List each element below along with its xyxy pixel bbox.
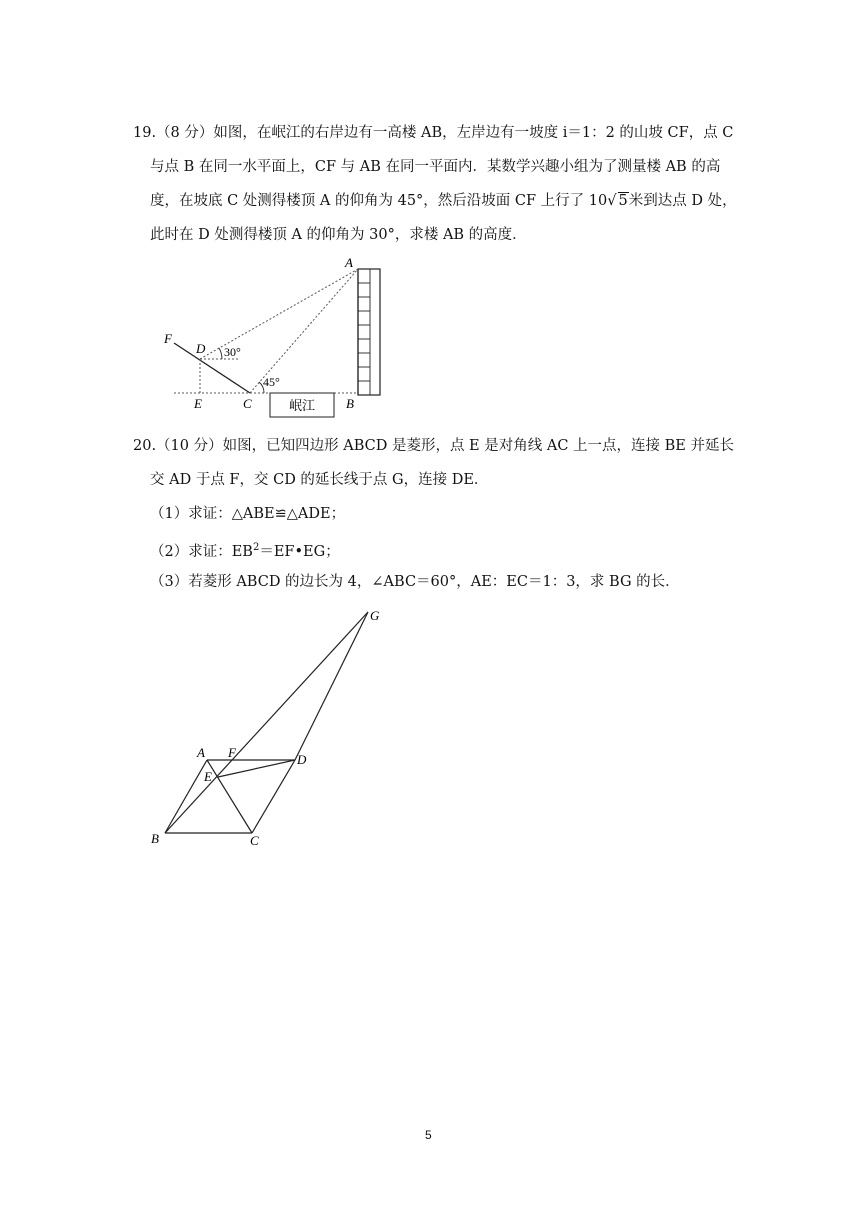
label-f: F [228, 745, 236, 760]
superscript-2: 2 [252, 542, 260, 553]
sqrt-symbol: √ 5 [607, 193, 628, 209]
label-d: D [297, 752, 307, 767]
angle-arc-d [219, 348, 222, 359]
q19-line-1: 19.（8 分）如图，在岷江的右岸边有一高楼 AB，左岸边有一坡度 i＝1：2 的山坡 CF，点 C [133, 125, 734, 141]
building-ab [358, 269, 380, 395]
q19-line-4: 此时在 D 处测得楼顶 A 的仰角为 30°，求楼 AB 的高度． [150, 227, 527, 243]
q20-figure [140, 600, 400, 855]
label-a: A [345, 255, 353, 270]
q19-line-2: 与点 B 在同一水平面上，CF 与 AB 在同一平面内．某数学兴趣小组为了测量楼 AB 的高 [150, 159, 721, 175]
q19-line-3-part-a: 度，在坡底 C 处测得楼顶 A 的仰角为 45°，然后沿坡面 CF 上行了 10 [150, 193, 608, 209]
label-e: E [194, 396, 202, 411]
q19-figure [160, 255, 400, 420]
sqrt-radicand: 5 [618, 193, 628, 209]
page-number: 5 [425, 1128, 432, 1142]
building-floors [358, 269, 370, 395]
label-g: G [370, 608, 380, 623]
q20-part-2-b: ＝EF•EG； [259, 543, 340, 560]
label-c: C [243, 396, 252, 411]
river-label: 岷江 [288, 398, 316, 413]
q20-line-2: 交 AD 于点 F，交 CD 的延长线于点 G，连接 DE． [150, 472, 489, 488]
label-f: F [164, 331, 172, 346]
label-e: E [204, 769, 212, 784]
segment-bg [165, 612, 368, 833]
q19-line-3 [150, 191, 737, 211]
label-a: A [197, 745, 205, 760]
angle-label-30: 30° [224, 345, 241, 359]
q19-line-3-part-c: 米到达点 D 处， [628, 193, 737, 209]
q20-line-1: 20.（10 分）如图，已知四边形 ABCD 是菱形，点 E 是对角线 AC 上一点，连接 BE 并延长 [133, 438, 734, 454]
side-cd [252, 760, 295, 833]
label-d: D [196, 341, 206, 356]
q20-part-2 [150, 538, 340, 562]
label-b: B [346, 396, 354, 411]
segment-dg [295, 612, 368, 760]
q20-part-1: （1）求证：△ABE≌△ADE； [150, 506, 346, 522]
q20-part-3: （3）若菱形 ABCD 的边长为 4，∠ABC＝60°，AE：EC＝1：3，求 BG 的长． [150, 574, 680, 590]
label-b: B [151, 831, 159, 846]
q20-part-2-a: （2）求证：EB [150, 543, 253, 560]
label-c: C [250, 833, 259, 848]
angle-label-45: 45° [263, 375, 280, 389]
side-ab [165, 760, 207, 833]
